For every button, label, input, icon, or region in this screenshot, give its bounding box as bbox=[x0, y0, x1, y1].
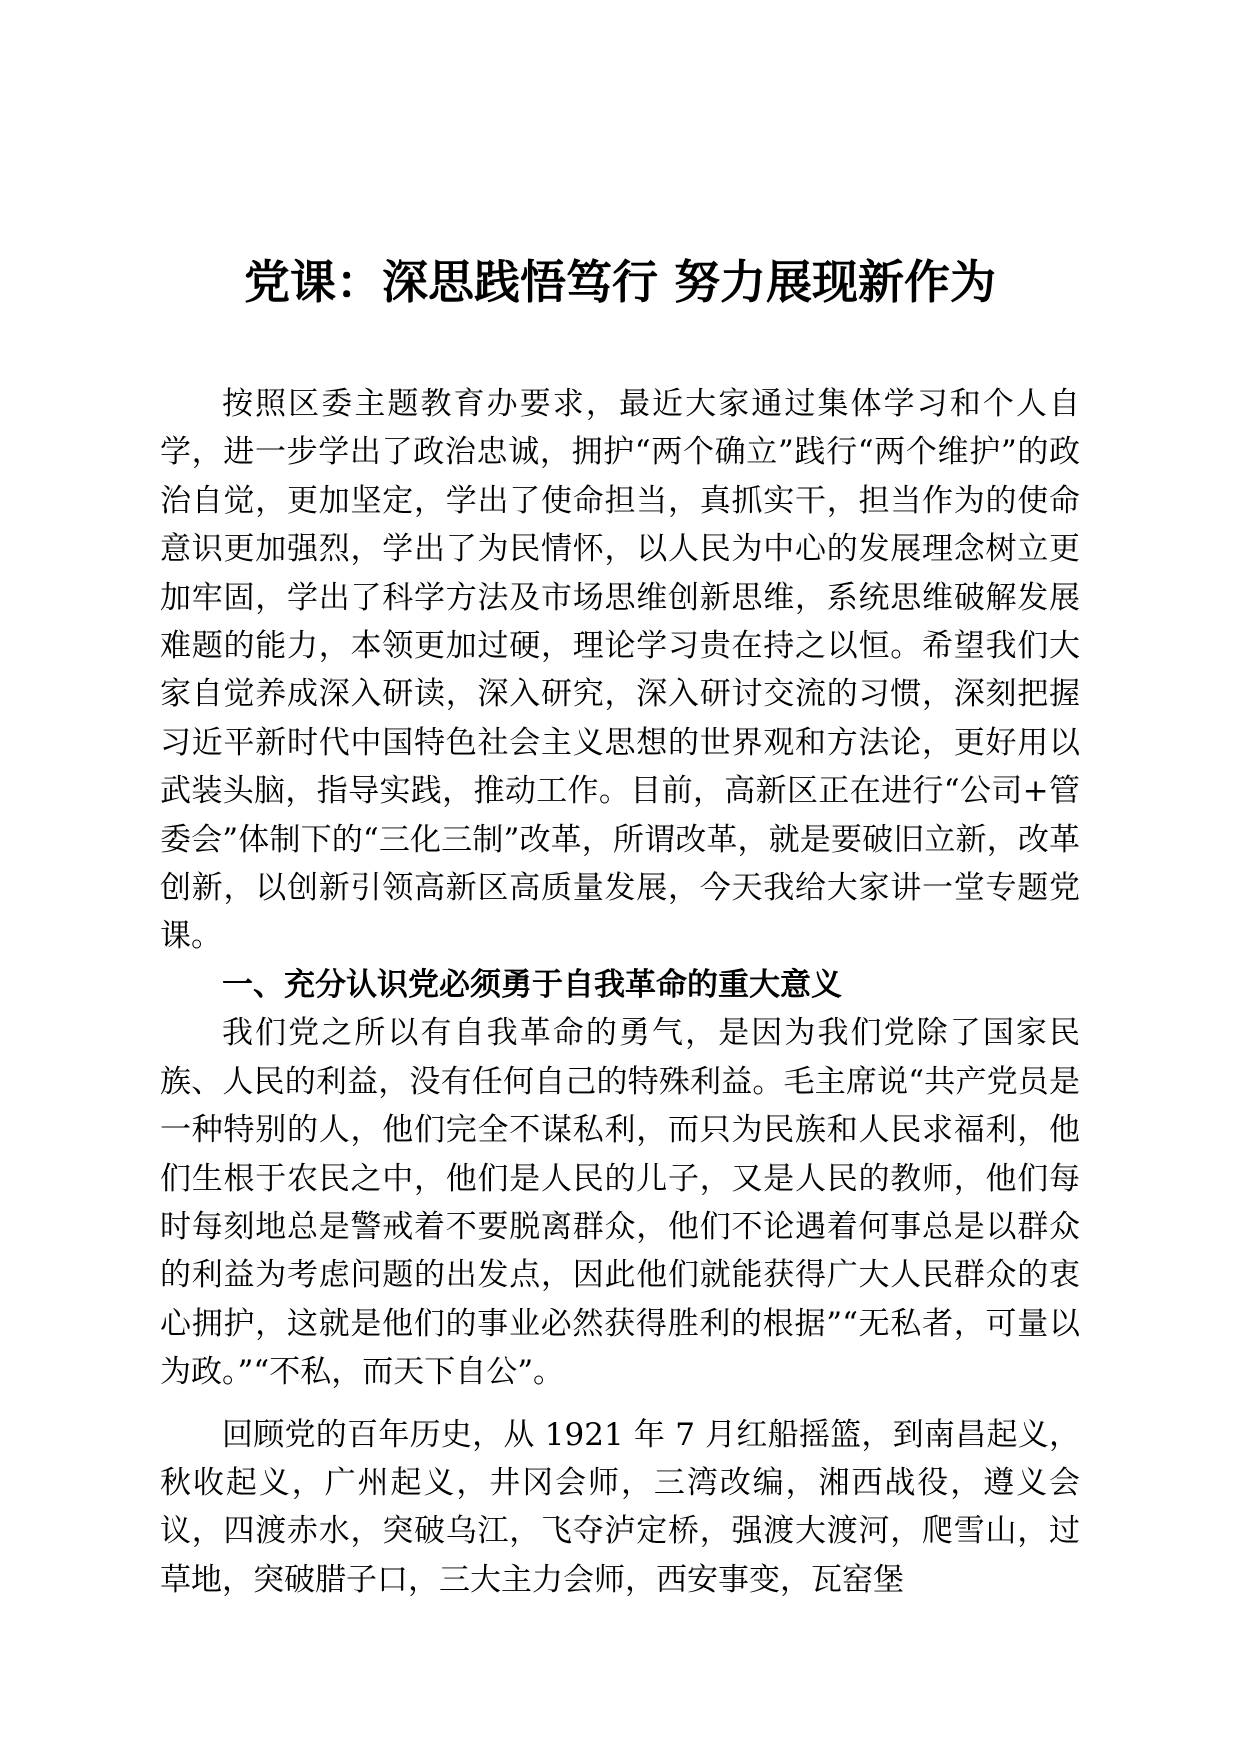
section-1-paragraph-1: 我们党之所以有自我革命的勇气，是因为我们党除了国家民族、人民的利益，没有任何自己的特殊利益。毛主席说“共产党员是一种特别的人，他们完全不谋私利，而只为民族和人民求福利，他们生根于农民之中，他们是人民的儿子，又是人民的教师，他们每时每刻地总是警戒着不要脱离群众，他们不论遇着何事总是以群众的利益为考虑问题的出发点，因此他们就能获得广大人民群众的衷心拥护，这就是他们的事业必然获得胜利的根据”“无私者，可量以为政。”“不私，而天下自公”。 bbox=[160, 1015, 1080, 1391]
section-1-paragraph-2: 回顾党的百年历史，从 1921 年 7 月红船摇篮，到南昌起义，秋收起义，广州起义，井冈会师，三湾改编，湘西战役，遵义会议，四渡赤水，突破乌江，飞夺泸定桥，强渡大渡河，爬雪山，过草地，突破腊子口，三大主力会师，西安事变，瓦窑堡 bbox=[160, 1416, 1080, 1598]
document-title: 党课：深思践悟笃行 努力展现新作为 bbox=[243, 255, 996, 309]
document-body bbox=[160, 380, 1080, 1604]
intro-paragraph: 按照区委主题教育办要求，最近大家通过集体学习和个人自学，进一步学出了政治忠诚，拥护“两个确立”践行“两个维护”的政治自觉，更加坚定，学出了使命担当，真抓实干，担当作为的使命意识更加强烈，学出了为民情怀，以人民为中心的发展理念树立更加牢固，学出了科学方法及市场思维创新思维，系统思维破解发展难题的能力，本领更加过硬，理论学习贵在持之以恒。希望我们大家自觉养成深入研读，深入研究，深入研讨交流的习惯，深刻把握习近平新时代中国特色社会主义思想的世界观和方法论，更好用以武装头脑，指导实践，推动工作。目前，高新区正在进行“公司+管委会”体制下的“三化三制”改革，所谓改革，就是要破旧立新，改革创新，以创新引领高新区高质量发展，今天我给大家讲一堂专题党课。 bbox=[160, 386, 1080, 955]
paragraph-spacer bbox=[160, 1397, 1080, 1411]
section-heading-1: 一、充分认识党必须勇于自我革命的重大意义 bbox=[222, 966, 842, 1003]
